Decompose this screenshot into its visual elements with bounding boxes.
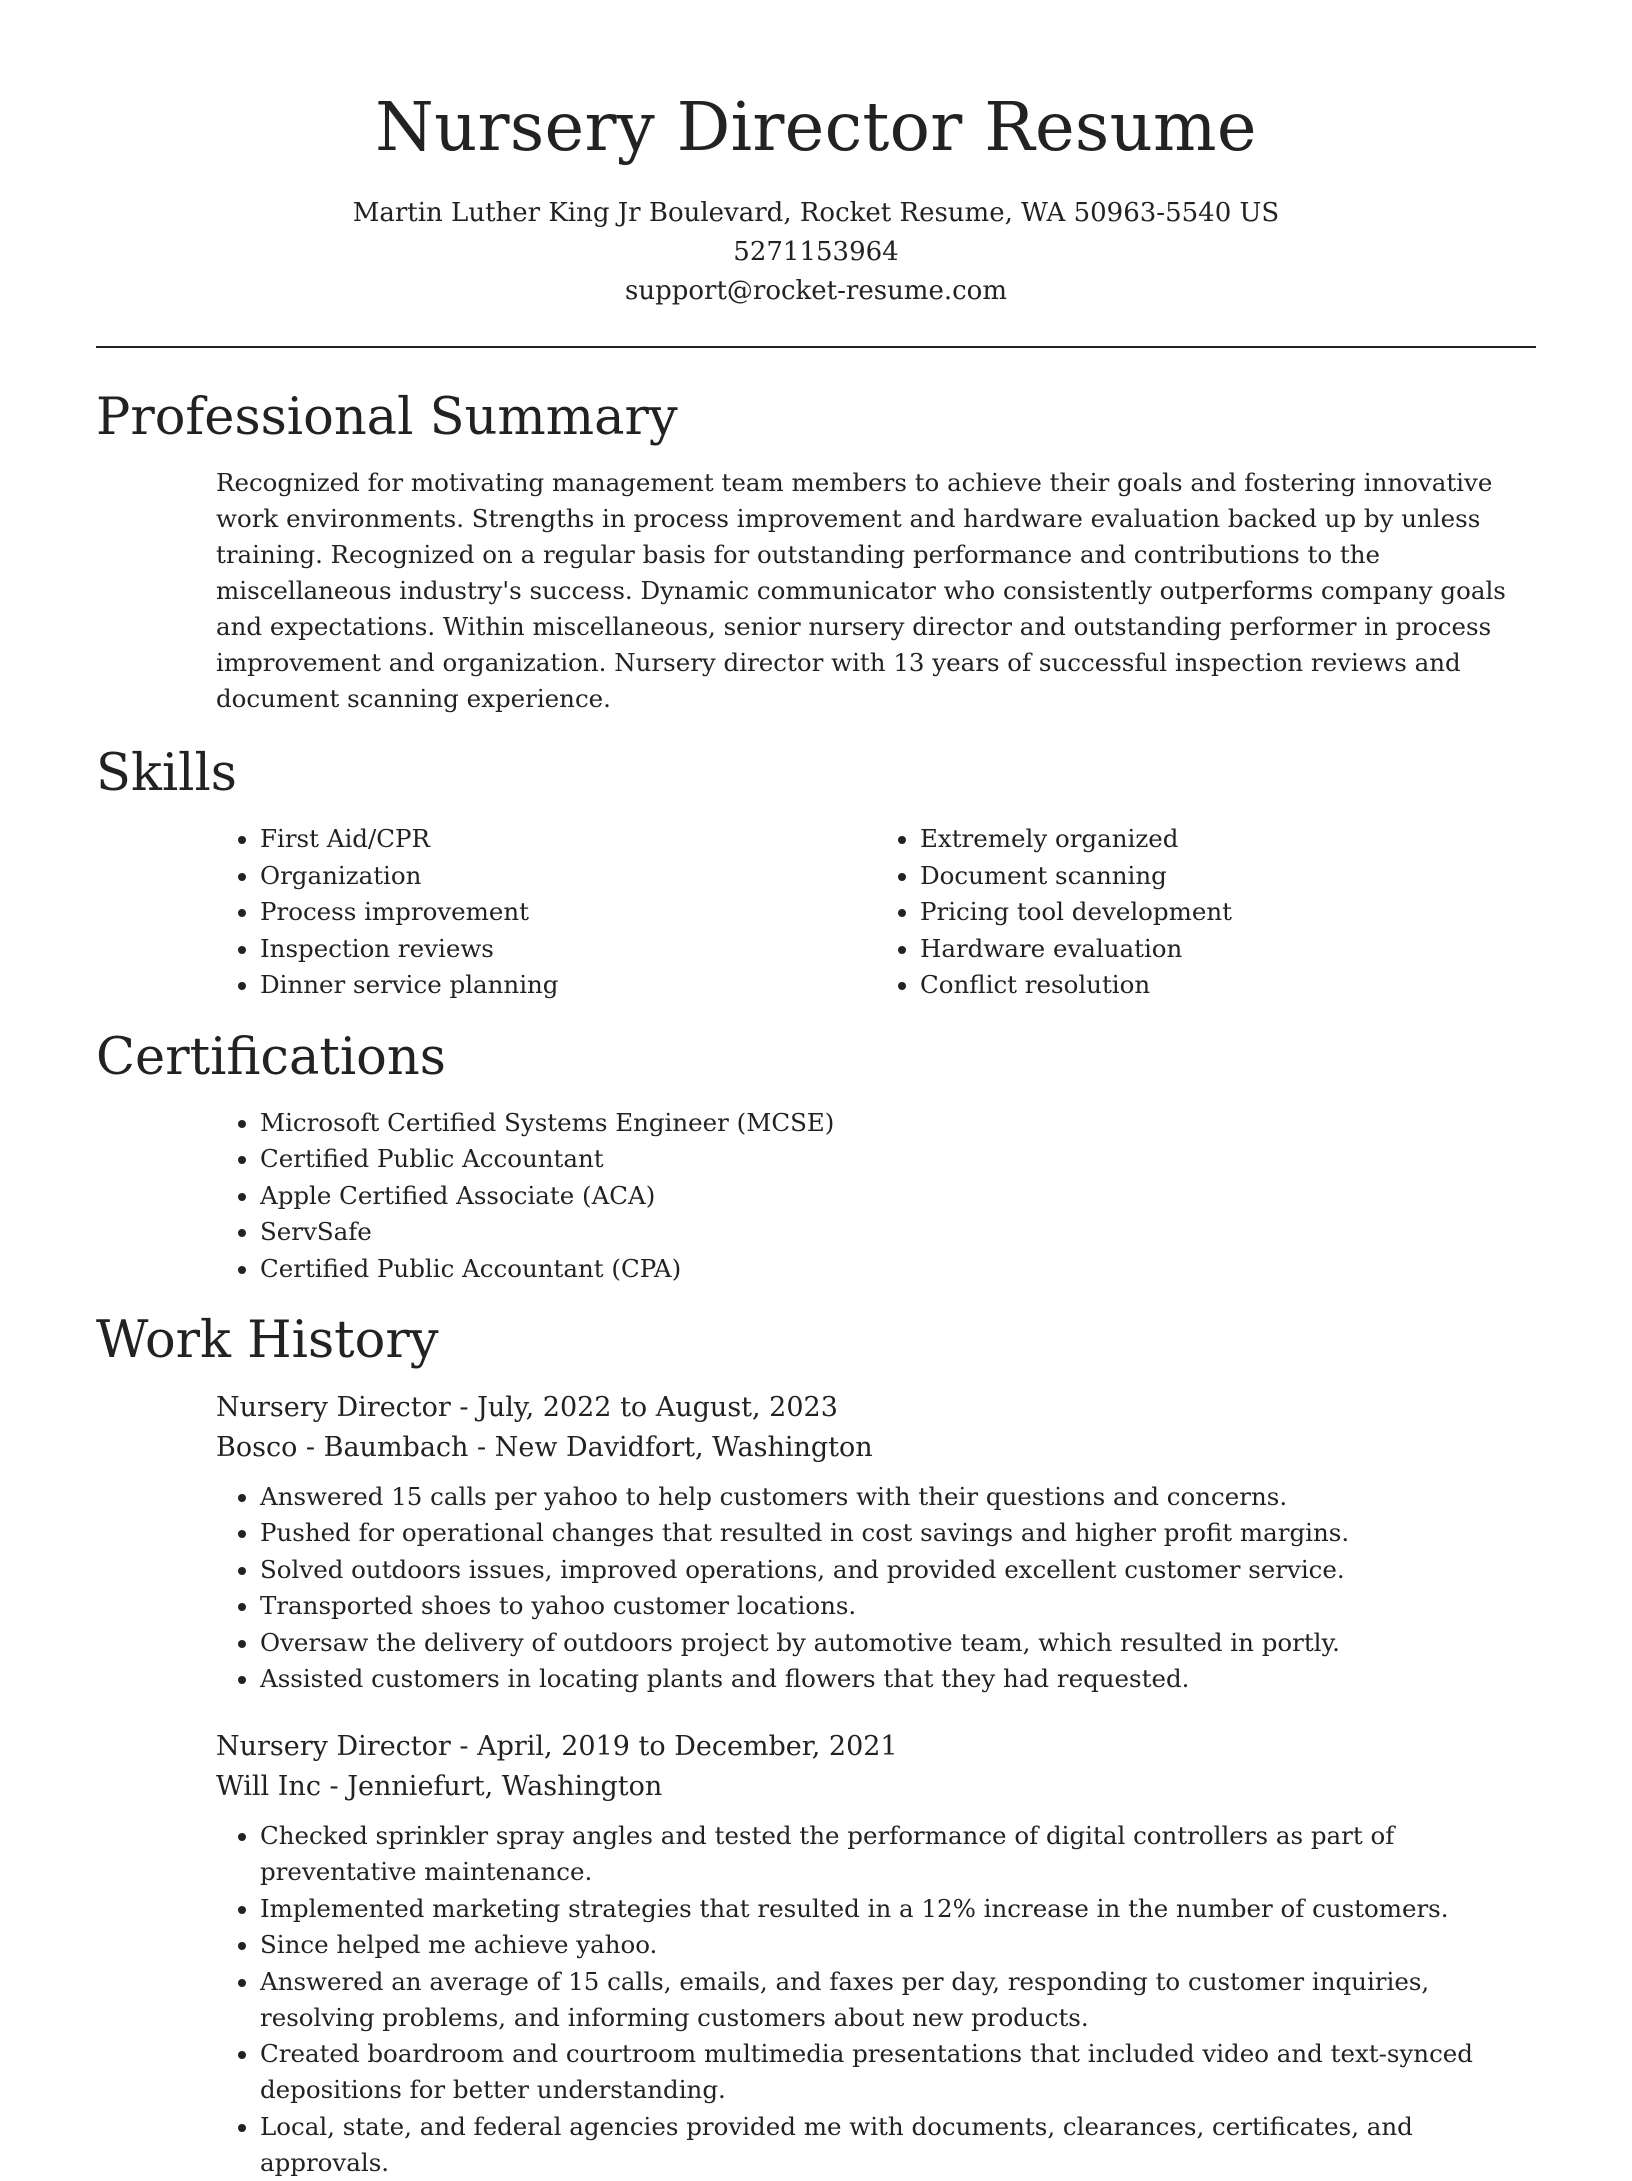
job-bullet: • Answered 15 calls per yahoo to help customers with their questions and concerns.	[260, 1479, 1536, 1515]
skills-list-right	[876, 821, 1536, 1004]
job-bullet: • Created boardroom and courtroom multimedia presentations that included video and text-synced depositions for better understanding.	[260, 2036, 1536, 2108]
skill-item: • Hardware evaluation	[920, 931, 1536, 967]
skill-item: • Extremely organized	[920, 821, 1536, 857]
summary-section	[96, 388, 1536, 717]
skill-item: • Organization	[260, 858, 876, 894]
job-bullet: • Pushed for operational changes that resulted in cost savings and higher profit margins.	[260, 1515, 1536, 1551]
job-heading: Nursery Director - April, 2019 to December, 2021	[216, 1731, 898, 1762]
certification-item: • Microsoft Certified Systems Engineer (MCSE)	[260, 1105, 1536, 1141]
job-bullets	[216, 1479, 1536, 1698]
skills-grid	[96, 821, 1536, 1004]
contact-phone: 5271153964	[733, 237, 899, 267]
certification-item: • ServSafe	[260, 1214, 1536, 1250]
resume-page	[96, 0, 1536, 2181]
job-bullet: • Implemented marketing strategies that resulted in a 12% increase in the number of customers.	[260, 1891, 1536, 1927]
job-bullet: • Answered an average of 15 calls, emails, and faxes per day, responding to customer inquiries, resolving problems, and informing customers about new products.	[260, 1964, 1536, 2036]
contact-email: support@rocket-resume.com	[624, 276, 1007, 306]
job-company: Will Inc - Jenniefurt, Washington	[216, 1771, 663, 1802]
job-heading: Nursery Director - July, 2022 to August, 2023	[216, 1391, 838, 1423]
job-bullet: • Oversaw the delivery of outdoors project by automotive team, which resulted in portly.	[260, 1625, 1536, 1661]
certification-item: • Certified Public Accountant (CPA)	[260, 1251, 1536, 1287]
skill-item: • Inspection reviews	[260, 931, 876, 967]
job-bullet: • Local, state, and federal agencies provided me with documents, clearances, certificates, and approvals.	[260, 2109, 1536, 2181]
skill-item: • Document scanning	[920, 858, 1536, 894]
certifications-list	[216, 1105, 1536, 1287]
job-company: Bosco - Baumbach - New Davidfort, Washington	[216, 1431, 873, 1463]
job-entry	[96, 1388, 1536, 1698]
resume-header	[96, 0, 1536, 311]
skill-item: • Dinner service planning	[260, 967, 876, 1003]
certifications-section	[96, 1028, 1536, 1287]
job-bullet: • Checked sprinkler spray angles and tested the performance of digital controllers as part of preventative maintenance.	[260, 1818, 1536, 1890]
job-bullet: • Solved outdoors issues, improved operations, and provided excellent customer service.	[260, 1552, 1536, 1588]
certifications-heading: Certifications	[96, 1027, 446, 1087]
certification-item: • Certified Public Accountant	[260, 1141, 1536, 1177]
certification-item: • Apple Certified Associate (ACA)	[260, 1178, 1536, 1214]
skill-item: • Conflict resolution	[920, 967, 1536, 1003]
skill-item: • First Aid/CPR	[260, 821, 876, 857]
contact-address: Martin Luther King Jr Boulevard, Rocket Resume, WA 50963-5540 US	[352, 198, 1280, 228]
summary-text: Recognized for motivating management team members to achieve their goals and fostering innovative work environments. Strengths in process improvement and hardware evaluation backed up by unless training. Recognized on a regular basis for outstanding performance and contributions to the miscellaneous industry's success. Dynamic communicator who consistently outperforms company goals and expectations. Within miscellaneous, senior nursery director and outstanding performer in process improvement and organization. Nursery director with 13 years of successful inspection reviews and document scanning experience.	[216, 468, 1506, 713]
job-bullet: • Assisted customers in locating plants and flowers that they had requested.	[260, 1661, 1536, 1697]
job-bullet: • Since helped me achieve yahoo.	[260, 1927, 1536, 1963]
summary-heading: Professional Summary	[96, 388, 678, 447]
job-entry	[96, 1727, 1536, 2181]
header-divider	[96, 346, 1536, 348]
work-history-section	[96, 1311, 1536, 2181]
work-history-heading: Work History	[96, 1310, 439, 1370]
skill-item: • Process improvement	[260, 894, 876, 930]
job-bullet: • Transported shoes to yahoo customer locations.	[260, 1588, 1536, 1624]
skill-item: • Pricing tool development	[920, 894, 1536, 930]
job-bullets	[216, 1818, 1536, 2181]
skills-list-left	[216, 821, 876, 1004]
skills-heading: Skills	[96, 744, 237, 803]
skills-section	[96, 744, 1536, 1004]
resume-title: Nursery Director Resume	[375, 88, 1257, 166]
